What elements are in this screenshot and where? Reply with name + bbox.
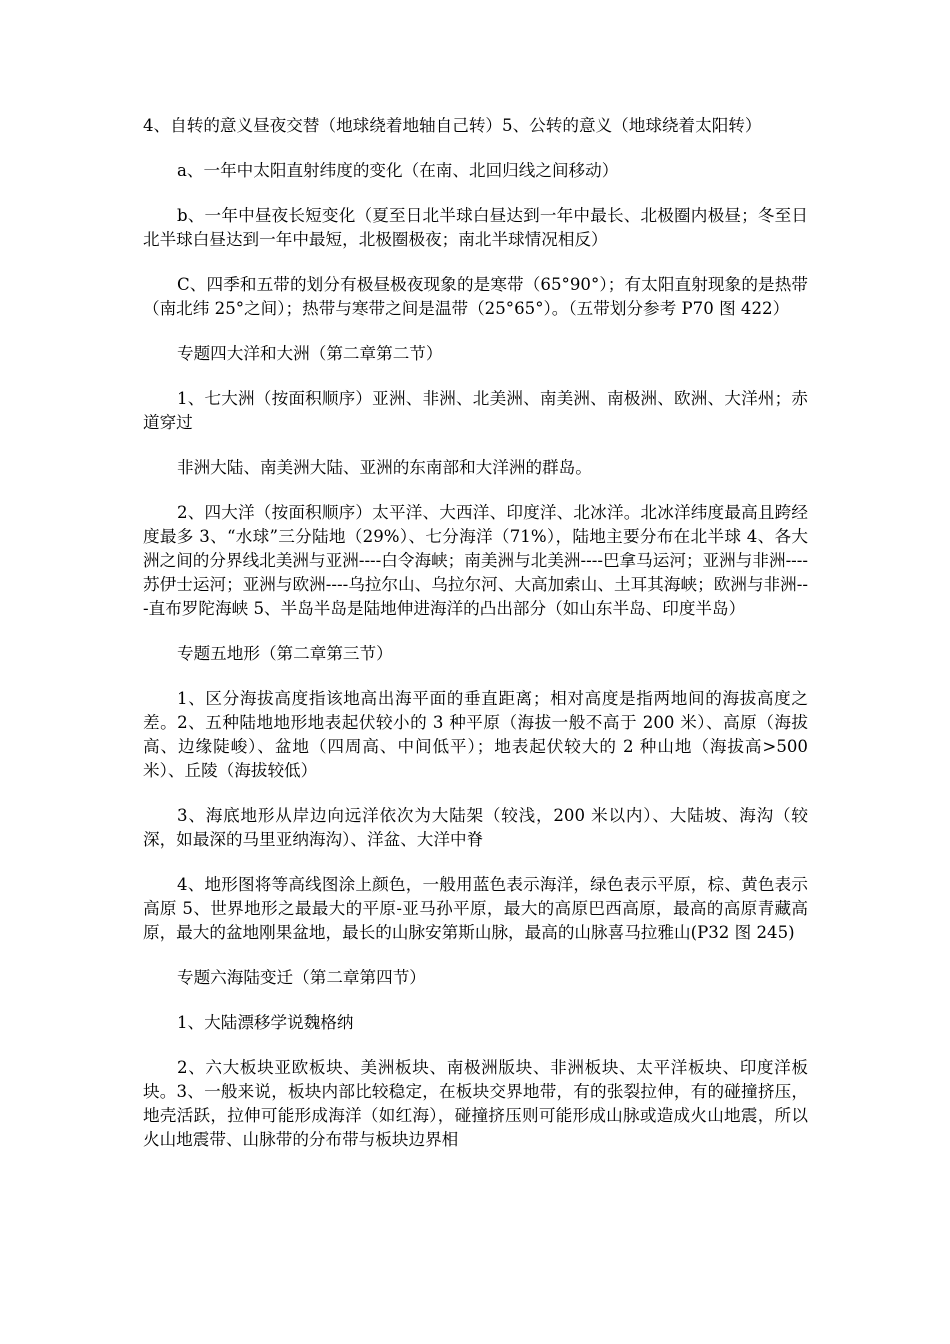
paragraph-altitude-landforms: 1、区分海拔高度指该地高出海平面的垂直距离；相对高度是指两地间的海拔高度之差。2、五种陆地地形地表起伏较小的 3 种平原（海拔一般不高于 200 米）、高原（海拔高、边缘陡峻）、盆地（四周高、中间低平）；地表起伏较大的 2 种山地（海拔高>500 米）、丘陵（海拔较低） <box>143 689 808 780</box>
paragraph-plates: 2、六大板块亚欧板块、美洲板块、南极洲版块、非洲板块、太平洋板块、印度洋板块。3、一般来说，板块内部比较稳定，在板块交界地带，有的张裂拉伸，有的碰撞挤压，地壳活跃，拉伸可能形成海洋（如红海），碰撞挤压则可能形成山脉或造成火山地震，所以火山地震带、山脉带的分布带与板块边界相 <box>143 1058 808 1149</box>
paragraph-day-length: b、一年中昼夜长短变化（夏至日北半球白昼达到一年中最长、北极圈内极昼；冬至日北半球白昼达到一年中最短，北极圈极夜；南北半球情况相反） <box>143 206 808 249</box>
section-heading-landforms: 专题五地形（第二章第三节） <box>177 644 393 663</box>
paragraph-continental-drift: 1、大陆漂移学说魏格纳 <box>177 1013 354 1032</box>
section-heading-oceans-continents: 专题四大洋和大洲（第二章第二节） <box>177 344 443 363</box>
section-heading-land-sea-change: 专题六海陆变迁（第二章第四节） <box>177 968 426 987</box>
document-body <box>143 114 808 1173</box>
paragraph-topographic-map: 4、地形图将等高线图涂上颜色，一般用蓝色表示海洋，绿色表示平原，棕、黄色表示高原 5、世界地形之最最大的平原-亚马孙平原，最大的高原巴西高原，最高的高原青藏高原，最大的盆地刚果盆地，最长的山脉安第斯山脉，最高的山脉喜马拉雅山(P32 图 245) <box>143 875 808 942</box>
paragraph-four-oceans: 2、四大洋（按面积顺序）太平洋、大西洋、印度洋、北冰洋。北冰洋纬度最高且跨经度最多 3、“水球”三分陆地（29%）、七分海洋（71%），陆地主要分布在北半球 4、各大洲之间的分界线北美洲与亚洲----白令海峡；南美洲与北美洲----巴拿马运河；亚洲与非洲----苏伊士运河；亚洲与欧洲----乌拉尔山、乌拉尔河、大高加索山、土耳其海峡；欧洲与非洲---直布罗陀海峡 5、半岛半岛是陆地伸进海洋的凸出部分（如山东半岛、印度半岛） <box>143 503 808 618</box>
paragraph-seven-continents: 1、七大洲（按面积顺序）亚洲、非洲、北美洲、南美洲、南极洲、欧洲、大洋州；赤道穿过 <box>143 389 808 432</box>
paragraph-equator-crossing: 非洲大陆、南美洲大陆、亚洲的东南部和大洋洲的群岛。 <box>177 458 592 477</box>
paragraph-sun-latitude: a、一年中太阳直射纬度的变化（在南、北回归线之间移动） <box>177 161 619 180</box>
paragraph-seafloor: 3、海底地形从岸边向远洋依次为大陆架（较浅，200 米以内）、大陆坡、海沟（较深，如最深的马里亚纳海沟）、洋盆、大洋中脊 <box>143 806 808 849</box>
paragraph-seasons-zones: C、四季和五带的划分有极昼极夜现象的是寒带（65°90°）；有太阳直射现象的是热带（南北纬 25°之间）；热带与寒带之间是温带（25°65°）。（五带划分参考 P70 图 422） <box>143 275 808 318</box>
paragraph-rotation-revolution: 4、自转的意义昼夜交替（地球绕着地轴自己转）5、公转的意义（地球绕着太阳转） <box>143 116 762 135</box>
